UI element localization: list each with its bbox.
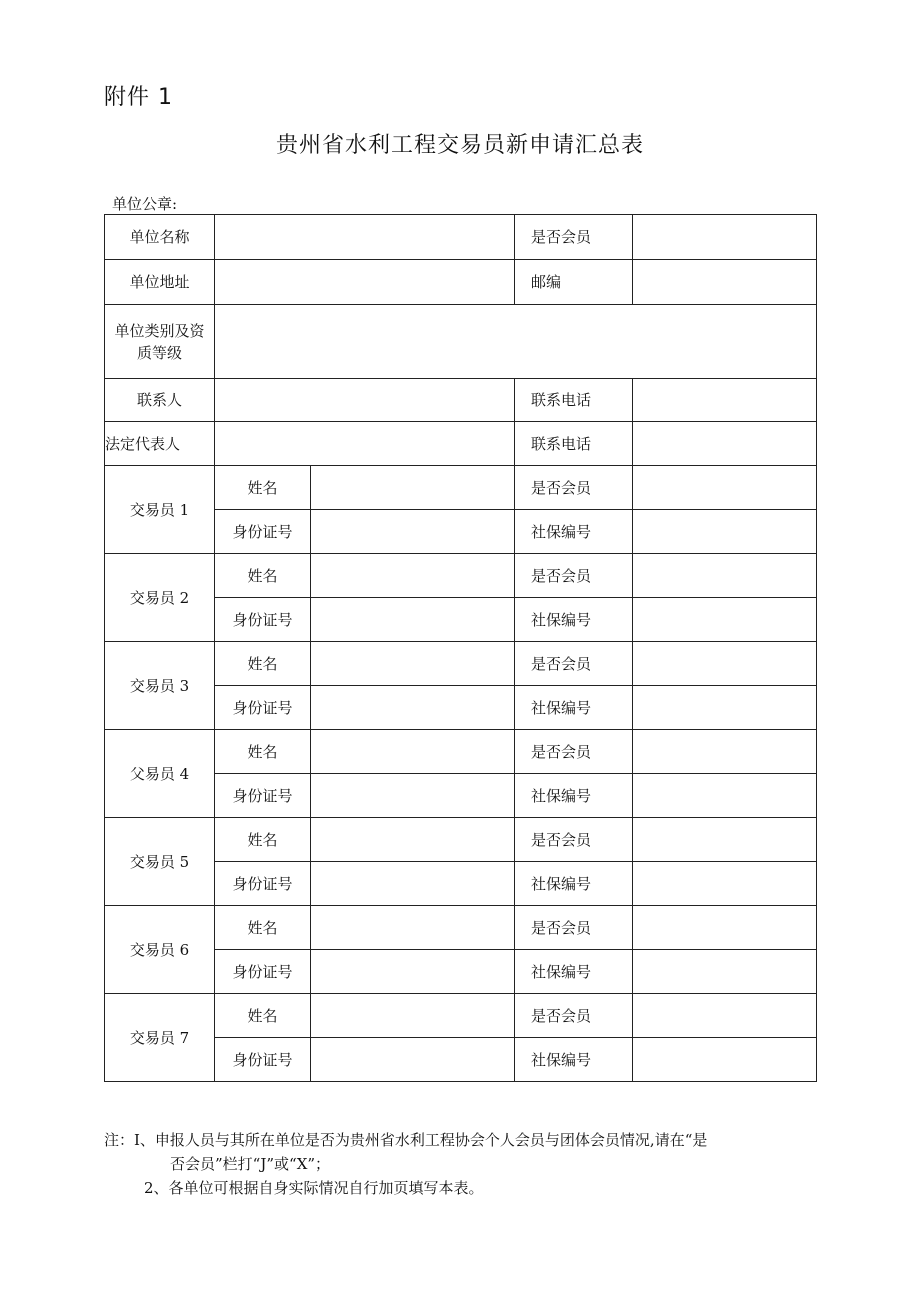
legal-rep-row xyxy=(105,422,817,466)
note-line-1: 注：I、申报人员与其所在单位是否为贵州省水利工程协会个人会员与团体会员情况,请在“是 xyxy=(104,1131,708,1149)
postcode-label: 邮编 xyxy=(515,260,633,305)
notes xyxy=(104,1128,824,1200)
trader-name-value[interactable] xyxy=(311,642,515,686)
trader-label: 交易员 7 xyxy=(105,994,215,1082)
trader-is-member-label: 是否会员 xyxy=(515,730,633,774)
trader-name-row xyxy=(105,466,817,510)
trader-name-value[interactable] xyxy=(311,818,515,862)
trader-id-value[interactable] xyxy=(311,950,515,994)
unit-address-value[interactable] xyxy=(215,260,515,305)
trader-social-security-value[interactable] xyxy=(633,598,817,642)
trader-name-value[interactable] xyxy=(311,730,515,774)
attachment-label: 附件 1 xyxy=(104,85,173,110)
trader-is-member-value[interactable] xyxy=(633,818,817,862)
trader-is-member-label: 是否会员 xyxy=(515,906,633,950)
trader-social-security-label: 社保编号 xyxy=(515,1038,633,1082)
legal-rep-phone-value[interactable] xyxy=(633,422,817,466)
legal-rep-phone-label: 联系电话 xyxy=(515,422,633,466)
trader-is-member-label: 是否会员 xyxy=(515,818,633,862)
trader-label: 交易员 1 xyxy=(105,466,215,554)
unit-address-label: 单位地址 xyxy=(105,260,215,305)
trader-social-security-value[interactable] xyxy=(633,1038,817,1082)
trader-is-member-value[interactable] xyxy=(633,554,817,598)
legal-rep-value[interactable] xyxy=(215,422,515,466)
trader-is-member-value[interactable] xyxy=(633,730,817,774)
trader-name-label: 姓名 xyxy=(215,730,311,774)
trader-id-value[interactable] xyxy=(311,686,515,730)
trader-id-label: 身份证号 xyxy=(215,950,311,994)
postcode-value[interactable] xyxy=(633,260,817,305)
trader-label: 交易员 6 xyxy=(105,906,215,994)
trader-id-value[interactable] xyxy=(311,598,515,642)
trader-name-label: 姓名 xyxy=(215,906,311,950)
trader-id-value[interactable] xyxy=(311,510,515,554)
trader-social-security-label: 社保编号 xyxy=(515,950,633,994)
trader-social-security-label: 社保编号 xyxy=(515,686,633,730)
contact-label: 联系人 xyxy=(105,379,215,422)
trader-name-row xyxy=(105,906,817,950)
trader-is-member-label: 是否会员 xyxy=(515,642,633,686)
trader-social-security-label: 社保编号 xyxy=(515,862,633,906)
contact-value[interactable] xyxy=(215,379,515,422)
trader-name-row xyxy=(105,554,817,598)
trader-name-label: 姓名 xyxy=(215,466,311,510)
trader-rows xyxy=(105,466,817,1082)
trader-social-security-label: 社保编号 xyxy=(515,598,633,642)
trader-is-member-value[interactable] xyxy=(633,466,817,510)
trader-label: 父易员 4 xyxy=(105,730,215,818)
trader-name-label: 姓名 xyxy=(215,818,311,862)
trader-id-label: 身份证号 xyxy=(215,1038,311,1082)
trader-social-security-value[interactable] xyxy=(633,862,817,906)
trader-id-value[interactable] xyxy=(311,862,515,906)
note-line-3: 2、各单位可根据自身实际情况自行加页填写本表。 xyxy=(144,1179,484,1197)
trader-is-member-value[interactable] xyxy=(633,642,817,686)
trader-social-security-value[interactable] xyxy=(633,686,817,730)
trader-id-label: 身份证号 xyxy=(215,862,311,906)
trader-label: 交易员 5 xyxy=(105,818,215,906)
unit-seal-label: 单位公章: xyxy=(112,195,178,213)
contact-phone-label: 联系电话 xyxy=(515,379,633,422)
is-member-label: 是否会员 xyxy=(515,215,633,260)
trader-label: 交易员 3 xyxy=(105,642,215,730)
trader-id-label: 身份证号 xyxy=(215,774,311,818)
trader-social-security-value[interactable] xyxy=(633,950,817,994)
trader-id-value[interactable] xyxy=(311,774,515,818)
contact-phone-value[interactable] xyxy=(633,379,817,422)
trader-social-security-value[interactable] xyxy=(633,510,817,554)
trader-id-label: 身份证号 xyxy=(215,686,311,730)
trader-name-row xyxy=(105,818,817,862)
trader-name-value[interactable] xyxy=(311,906,515,950)
trader-name-row xyxy=(105,994,817,1038)
page-title: 贵州省水利工程交易员新申请汇总表 xyxy=(275,133,644,158)
trader-id-value[interactable] xyxy=(311,1038,515,1082)
unit-category-label-line1: 单位类别及资 xyxy=(114,321,205,340)
trader-name-label: 姓名 xyxy=(215,994,311,1038)
trader-is-member-value[interactable] xyxy=(633,994,817,1038)
is-member-value[interactable] xyxy=(633,215,817,260)
trader-name-value[interactable] xyxy=(311,554,515,598)
trader-name-label: 姓名 xyxy=(215,554,311,598)
trader-is-member-value[interactable] xyxy=(633,906,817,950)
unit-name-label: 单位名称 xyxy=(105,215,215,260)
unit-category-label-line2: 质等级 xyxy=(136,343,182,362)
unit-category-row xyxy=(105,305,817,379)
trader-name-row xyxy=(105,730,817,774)
trader-is-member-label: 是否会员 xyxy=(515,466,633,510)
trader-is-member-label: 是否会员 xyxy=(515,554,633,598)
unit-name-value[interactable] xyxy=(215,215,515,260)
application-form-table xyxy=(104,214,817,1082)
unit-category-value[interactable] xyxy=(215,305,817,379)
trader-label: 交易员 2 xyxy=(105,554,215,642)
trader-social-security-label: 社保编号 xyxy=(515,774,633,818)
trader-name-value[interactable] xyxy=(311,994,515,1038)
trader-social-security-label: 社保编号 xyxy=(515,510,633,554)
contact-row xyxy=(105,379,817,422)
unit-category-label xyxy=(105,305,215,379)
trader-name-value[interactable] xyxy=(311,466,515,510)
trader-name-label: 姓名 xyxy=(215,642,311,686)
unit-address-row xyxy=(105,260,817,305)
trader-id-label: 身份证号 xyxy=(215,510,311,554)
legal-rep-label: 法定代表人 xyxy=(105,422,215,466)
trader-id-label: 身份证号 xyxy=(215,598,311,642)
unit-name-row xyxy=(105,215,817,260)
trader-is-member-label: 是否会员 xyxy=(515,994,633,1038)
trader-name-row xyxy=(105,642,817,686)
note-line-2: 否会员”栏打“J”或“X”； xyxy=(170,1155,331,1173)
trader-social-security-value[interactable] xyxy=(633,774,817,818)
